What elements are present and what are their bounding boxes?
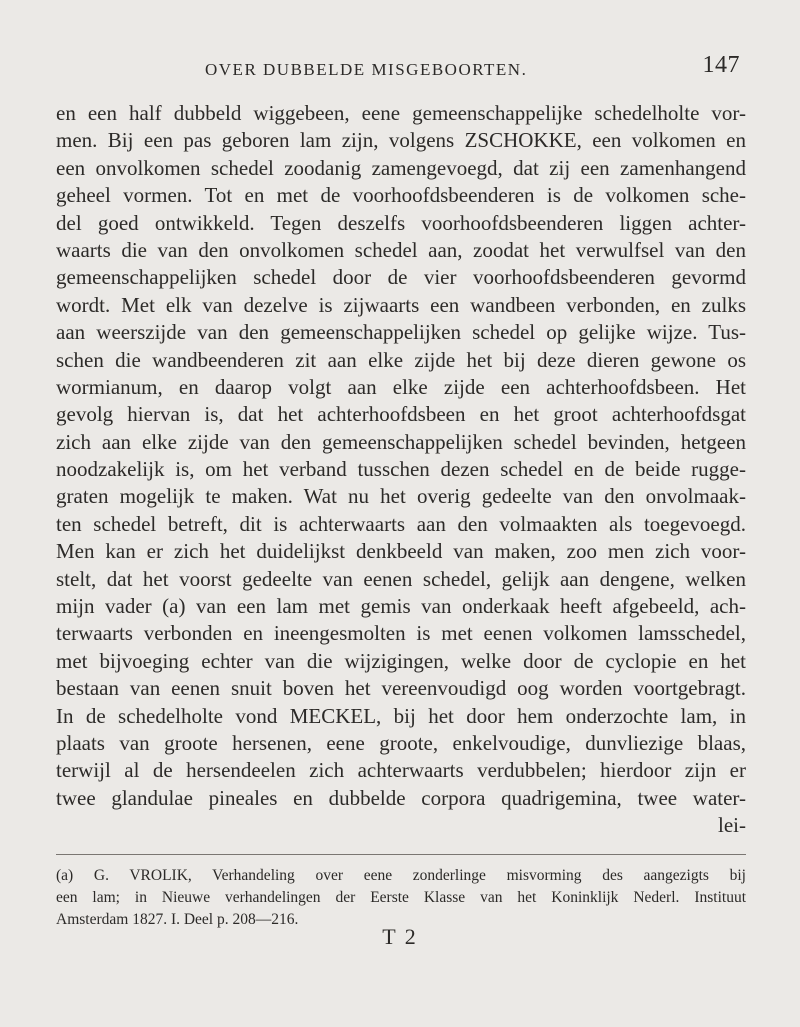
text-line: een onvolkomen schedel zoodanig zamengevoegd, dat zij een zamenhangend — [56, 155, 746, 180]
text-line: waarts die van den onvolkomen schedel aan, zoodat het verwulfsel van den — [56, 237, 746, 262]
text-line: wordt. Met elk van dezelve is zijwaarts een wandbeen verbonden, en zulks — [56, 292, 746, 317]
text-line: zich aan elke zijde van den gemeenschappelijken schedel bevinden, hetgeen — [56, 429, 746, 454]
footnote-line: (a) G. VROLIK, Verhandeling over eene zonderlinge misvorming des aangezigts bij — [56, 867, 746, 884]
catchword: lei- — [718, 813, 746, 838]
text-line: graten mogelijk te maken. Wat nu het overig gedeelte van den onvolmaak- — [56, 484, 746, 509]
text-line: gemeenschappelijken schedel door de vier voorhoofdsbeenderen gevormd — [56, 265, 746, 290]
footnote-line: Amsterdam 1827. I. Deel p. 208—216. — [56, 911, 299, 928]
text-line: twee glandulae pineales en dubbelde corpora quadrigemina, twee water- — [56, 785, 746, 810]
text-line: mijn vader (a) van een lam met gemis van onderkaak heeft afgebeeld, ach- — [56, 594, 746, 619]
text-line: bestaan van eenen snuit boven het vereenvoudigd oog worden voortgebragt. — [56, 676, 746, 701]
text-line: Men kan er zich het duidelijkst denkbeeld van maken, zoo men zich voor- — [56, 539, 746, 564]
footnote — [56, 865, 746, 931]
text-line: ten schedel betreft, dit is achterwaarts aan den volmaakten als toegevoegd. — [56, 511, 746, 536]
text-line: gevolg hiervan is, dat het achterhoofdsbeen en het groot achterhoofdsgat — [56, 402, 746, 427]
text-line: met bijvoeging echter van die wijzigingen, welke door de cyclopie en het — [56, 648, 746, 673]
text-line: en een half dubbeld wiggebeen, eene gemeenschappelijke schedelholte vor- — [56, 101, 746, 125]
text-line: plaats van groote hersenen, eene groote, enkelvoudige, dunvliezige blaas, — [56, 730, 746, 755]
text-line: men. Bij een pas geboren lam zijn, volgens ZSCHOKKE, een volkomen en — [56, 128, 746, 153]
text-line: terwijl al de hersendeelen zich achterwaarts verdubbelen; hierdoor zijn er — [56, 758, 746, 783]
text-line: aan weerszijde van den gemeenschappelijken schedel op gelijke wijze. Tus- — [56, 320, 746, 345]
text-line: geheel vormen. Tot en met de voorhoofdsbeenderen is de volkomen sche- — [56, 183, 746, 208]
body-text — [56, 100, 746, 840]
text-line: schen die wandbeenderen zit aan elke zijde het bij deze dieren gewone os — [56, 347, 746, 372]
footnote-rule — [56, 854, 746, 855]
text-line: noodzakelijk is, om het verband tusschen dezen schedel en de beide rugge- — [56, 457, 746, 482]
signature-mark: T 2 — [382, 924, 418, 949]
text-line: In de schedelholte vond MECKEL, bij het door hem onderzochte lam, in — [56, 703, 746, 728]
page-number: 147 — [702, 52, 740, 78]
text-line: del goed ontwikkeld. Tegen deszelfs voorhoofdsbeenderen liggen achter- — [56, 210, 746, 235]
text-line: wormianum, en daarop volgt aan elke zijde een achterhoofdsbeen. Het — [56, 374, 746, 399]
footnote-line: een lam; in Nieuwe verhandelingen der Eerste Klasse van het Koninklijk Nederl. Instituut — [56, 889, 746, 906]
text-line: terwaarts verbonden en ineengesmolten is met eenen volkomen lamsschedel, — [56, 621, 746, 646]
page-header — [0, 52, 800, 88]
text-line: stelt, dat het voorst gedeelte van eenen schedel, gelijk aan dengene, welken — [56, 566, 746, 591]
running-title: OVER DUBBELDE MISGEBOORTEN. — [205, 60, 528, 79]
